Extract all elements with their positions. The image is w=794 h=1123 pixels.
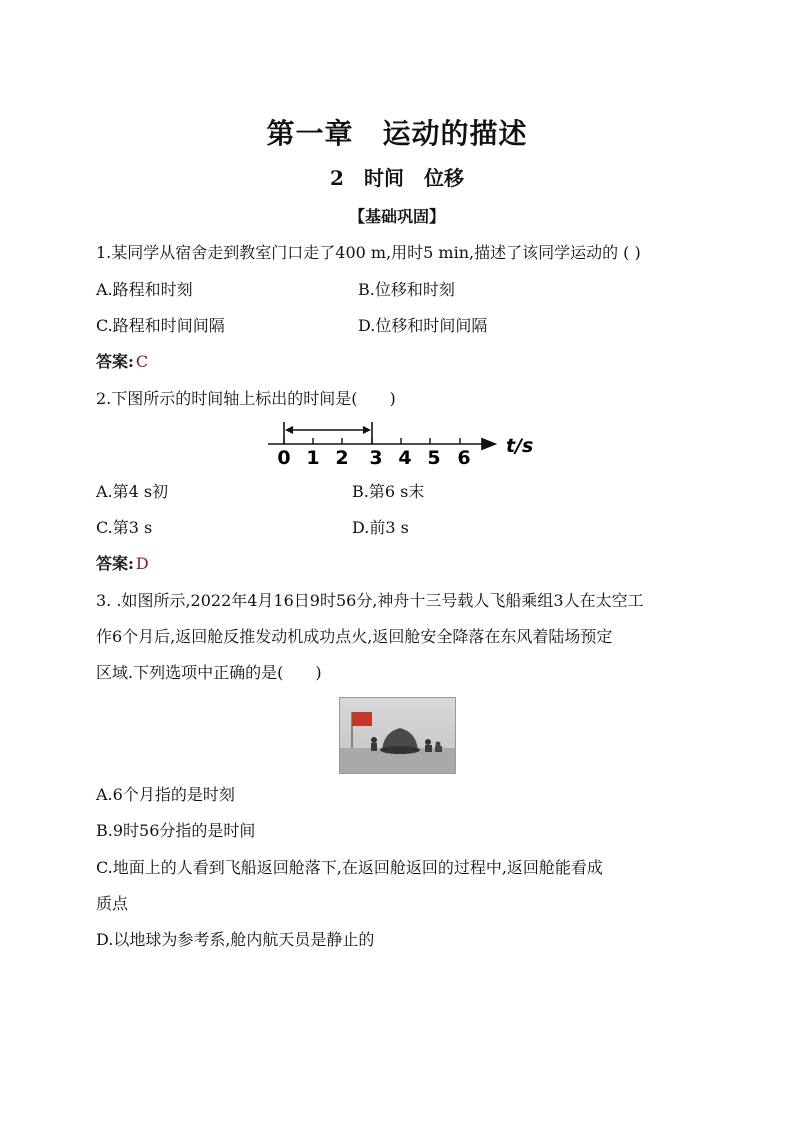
tick-label-6: 6 — [457, 447, 471, 469]
question-3-option-c: C.地面上的人看到飞船返回舱落下,在返回舱返回的过程中,返回舱能看成 — [96, 858, 603, 877]
return-capsule-photo-drawing — [340, 698, 455, 773]
chapter-title: 第一章 运动的描述 — [266, 117, 528, 150]
tick-label-0: 0 — [277, 447, 291, 469]
question-3-stem-line-2: 作6个月后,返回舱反推发动机成功点火,返回舱安全降落在东风着陆场预定 — [96, 627, 613, 646]
answer-value: D — [135, 554, 149, 573]
answer-label: 答案: — [96, 554, 134, 573]
tick-label-5: 5 — [427, 447, 441, 469]
question-1-answer — [96, 351, 148, 373]
section-label: 【基础巩固】 — [348, 207, 445, 226]
question-3-stem-line-1: 3. .如图所示,2022年4月16日9时56分,神舟十三号载人飞船乘组3人在太空工 — [96, 591, 644, 610]
tick-label-1: 1 — [306, 447, 320, 469]
question-2-option-d: D.前3 s — [352, 518, 409, 537]
question-2-answer — [96, 553, 149, 575]
question-1-stem: 1.某同学从宿舍走到教室门口走了400 m,用时5 min,描述了该同学运动的 ( ) — [96, 243, 641, 262]
bracket-arrowhead-left — [285, 426, 293, 434]
question-3-stem-line-3: 区域.下列选项中正确的是( ) — [96, 663, 322, 682]
question-3-option-c-continued: 质点 — [96, 894, 129, 913]
tick-label-4: 4 — [398, 447, 412, 469]
question-1-option-d: D.位移和时间间隔 — [358, 316, 488, 335]
lesson-title: 2 时间 位移 — [330, 166, 464, 190]
question-3-option-a: A.6个月指的是时刻 — [96, 785, 235, 804]
bracket-arrowhead-right — [363, 426, 371, 434]
answer-label: 答案: — [96, 352, 134, 371]
question-1-option-b: B.位移和时刻 — [358, 280, 455, 299]
question-1-option-a: A.路程和时刻 — [96, 280, 193, 299]
question-2-stem: 2.下图所示的时间轴上标出的时间是( ) — [96, 389, 396, 408]
question-1-option-c: C.路程和时间间隔 — [96, 316, 225, 335]
answer-value: C — [135, 352, 149, 371]
question-2-option-c: C.第3 s — [96, 518, 153, 537]
tick-label-2: 2 — [335, 447, 349, 469]
tick-label-3: 3 — [369, 447, 383, 469]
question-3-option-d: D.以地球为参考系,舱内航天员是静止的 — [96, 930, 375, 949]
question-2-option-b: B.第6 s末 — [352, 482, 425, 501]
axis-label: t/s — [506, 435, 534, 457]
time-axis-diagram — [262, 418, 534, 470]
question-2-option-a: A.第4 s初 — [96, 482, 169, 501]
return-capsule-photo — [339, 697, 456, 774]
question-3-option-b: B.9时56分指的是时间 — [96, 821, 256, 840]
